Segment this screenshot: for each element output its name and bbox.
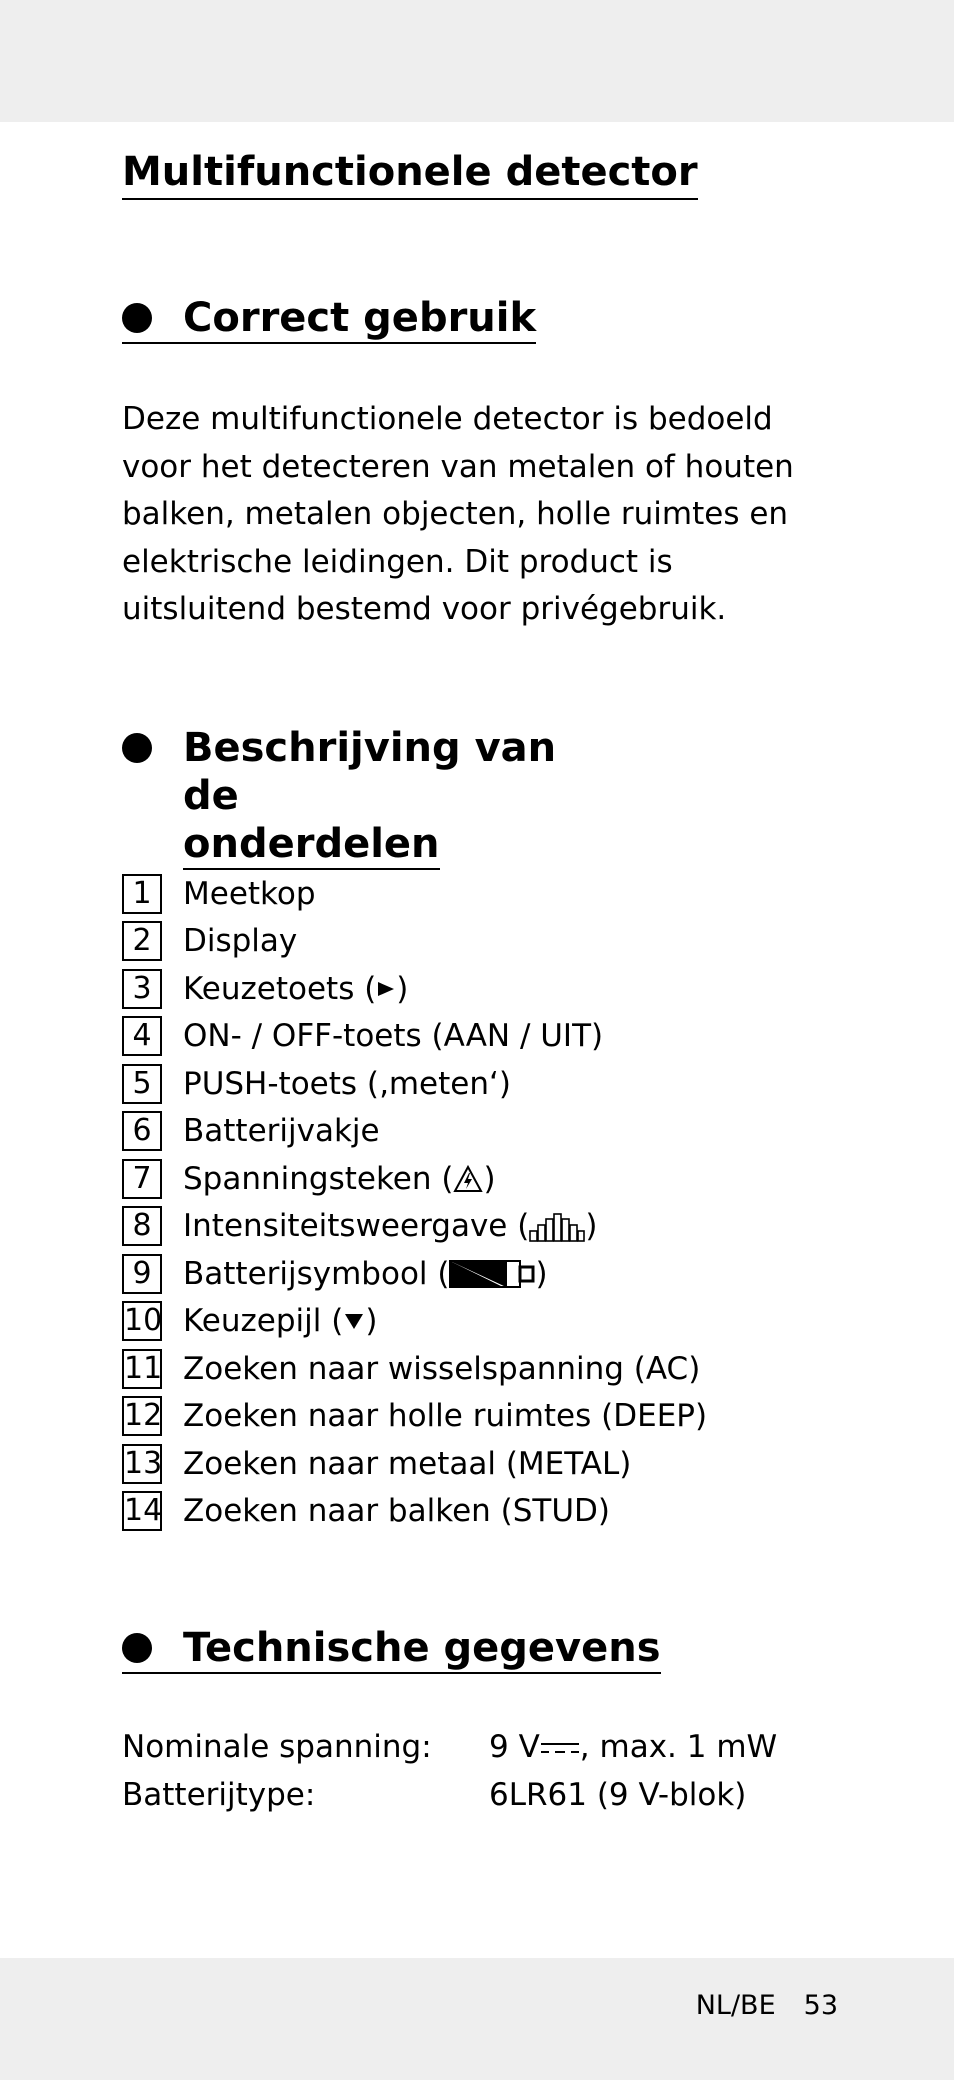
- section-heading-intended-use: [122, 294, 536, 344]
- dc-symbol-icon: [540, 1740, 580, 1756]
- part-number-badge: 14: [122, 1491, 162, 1531]
- part-number-badge: 4: [122, 1016, 162, 1056]
- part-number-badge: 13: [122, 1444, 162, 1484]
- down-triangle-icon: [343, 1311, 365, 1331]
- part-number-badge: 12: [122, 1396, 162, 1436]
- part-number-badge: 6: [122, 1111, 162, 1151]
- part-number-badge: 3: [122, 969, 162, 1009]
- part-label: Zoeken naar metaal (METAL): [183, 1445, 632, 1482]
- section-heading-text: [122, 724, 623, 870]
- list-item: [122, 1203, 707, 1251]
- part-label: Batterijvakje: [183, 1113, 380, 1150]
- list-item: [122, 1393, 707, 1441]
- part-number-badge: 8: [122, 1206, 162, 1246]
- list-item: [122, 870, 707, 918]
- part-label: PUSH-toets (‚meten‘): [183, 1065, 511, 1102]
- technical-data-table: [122, 1724, 777, 1819]
- part-label: Zoeken naar balken (STUD): [183, 1493, 611, 1530]
- list-item: [122, 1155, 707, 1203]
- page-number: 53: [803, 1990, 838, 2021]
- table-row: [122, 1724, 777, 1772]
- tech-value: 9 V , max. 1 mW: [489, 1729, 778, 1765]
- list-item: [122, 965, 707, 1013]
- part-label: Spanningsteken ( ): [183, 1160, 496, 1197]
- heading-line-2: onderdelen: [183, 820, 440, 870]
- part-label: Keuzetoets ( ): [183, 970, 409, 1007]
- list-item: [122, 1345, 707, 1393]
- tech-label: Nominale spanning:: [122, 1729, 432, 1765]
- part-number-badge: 11: [122, 1349, 162, 1389]
- part-label: Intensiteitsweergave ( ): [183, 1208, 598, 1245]
- part-number-badge: 1: [122, 874, 162, 914]
- list-item: [122, 1013, 707, 1061]
- part-number-badge: 9: [122, 1254, 162, 1294]
- top-margin-band: [0, 0, 954, 122]
- intended-use-paragraph: Deze multifunctionele detector is bedoeld voor het detecteren van metalen of houten balken, metalen objecten, holle ruimtes en elektrische leidingen. Dit product is uitsluitend bestemd voor privégebruik.: [122, 401, 794, 627]
- table-row: [122, 1772, 777, 1820]
- part-label: Batterijsymbool ( ): [183, 1255, 548, 1292]
- list-item: [122, 1060, 707, 1108]
- document-title: Multifunctionele detector: [122, 150, 698, 200]
- intensity-bars-icon: [529, 1209, 585, 1243]
- footer-locale: NL/BE: [695, 1990, 776, 2021]
- part-number-badge: 7: [122, 1159, 162, 1199]
- part-label: Zoeken naar holle ruimtes (DEEP): [183, 1398, 708, 1435]
- list-item: [122, 1298, 707, 1346]
- list-item: [122, 1250, 707, 1298]
- heading-bullet-icon: [122, 733, 152, 763]
- voltage-warning-icon: [453, 1164, 483, 1194]
- tech-value: 6LR61 (9 V-blok): [489, 1776, 747, 1813]
- list-item: [122, 918, 707, 966]
- heading-bullet-icon: [122, 303, 152, 333]
- section-heading-text: Correct gebruik: [183, 295, 537, 341]
- part-number-badge: 10: [122, 1301, 162, 1341]
- section-heading-technical-data: [122, 1624, 661, 1674]
- part-label: Keuzepijl ( ): [183, 1303, 378, 1340]
- part-number-badge: 5: [122, 1064, 162, 1104]
- heading-line-1: Beschrijving van de: [183, 725, 557, 819]
- part-label: Meetkop: [183, 875, 316, 912]
- list-item: [122, 1488, 707, 1536]
- battery-icon: [449, 1259, 535, 1289]
- list-item: [122, 1440, 707, 1488]
- part-number-badge: 2: [122, 921, 162, 961]
- page-footer: [696, 1988, 838, 2024]
- section-heading-parts: [122, 724, 623, 870]
- section-heading-text: Technische gegevens: [183, 1625, 661, 1671]
- part-label: Display: [183, 923, 298, 960]
- list-item: [122, 1108, 707, 1156]
- tech-label: Batterijtype:: [122, 1776, 316, 1813]
- part-label: ON- / OFF-toets (AAN / UIT): [183, 1018, 604, 1055]
- part-label: Zoeken naar wisselspanning (AC): [183, 1350, 701, 1387]
- heading-bullet-icon: [122, 1633, 152, 1663]
- right-triangle-icon: [376, 979, 396, 999]
- parts-list: [122, 870, 707, 1535]
